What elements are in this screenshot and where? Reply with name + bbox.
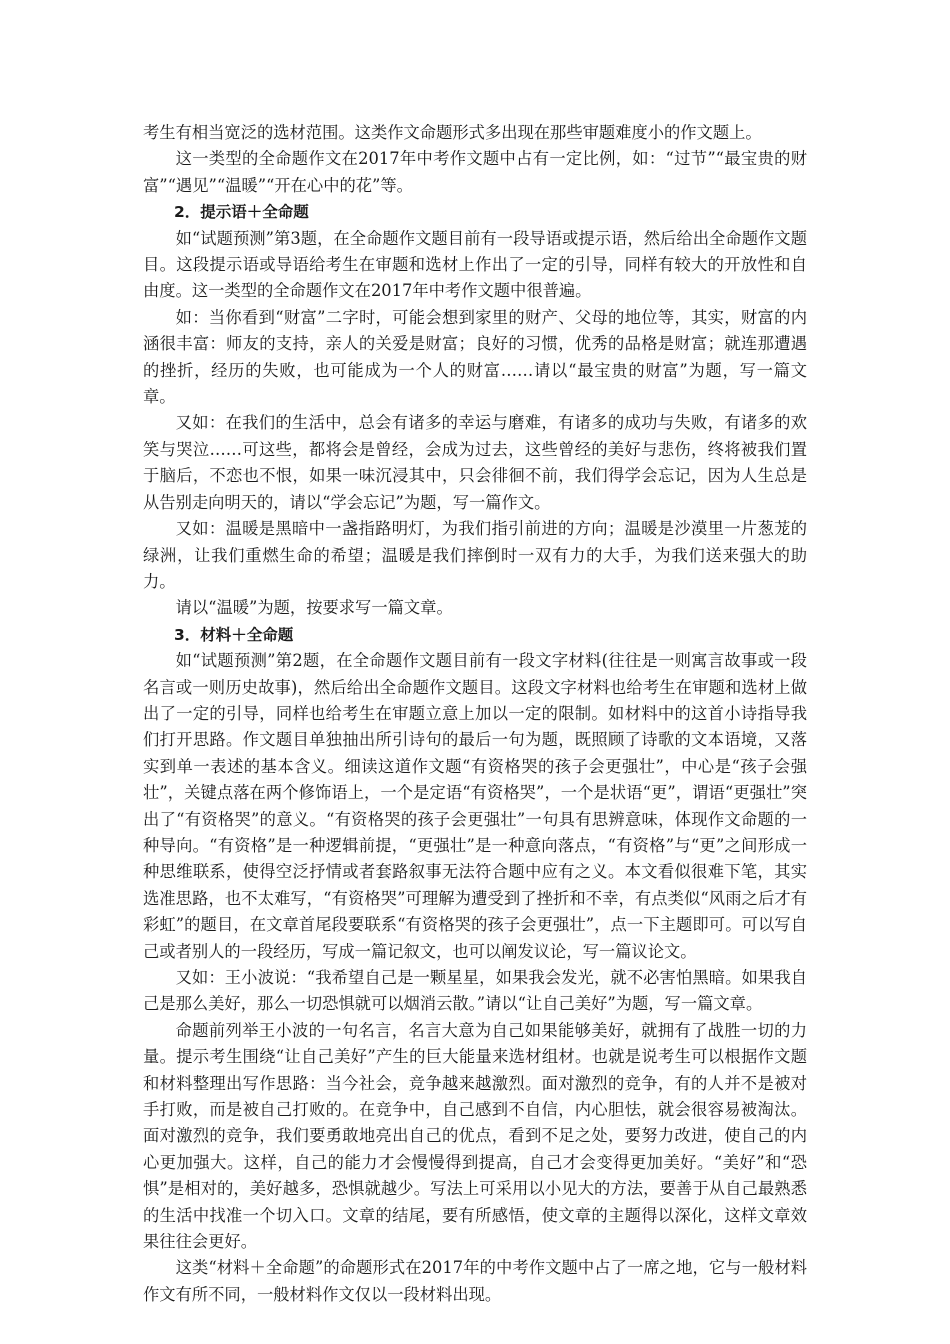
section-heading-material-title: 3．材料＋全命题 <box>174 625 294 644</box>
paragraph-warmth-instruction: 请以“温暖”为题，按要求写一篇文章。 <box>175 598 453 618</box>
paragraph-analysis: 命题前列举王小波的一句名言，名言大意为自己如果能够美好，就拥有了战胜一切的力量。提示考生围绕“让自己美好”产生的巨大能量来选材组材。也就是说考生可以根据作文题和材料整理出写作思路：当今社会，竞争越来越激烈。面对激烈的竞争，有的人并不是被对手打败，而是被自己打败的。在竞争中，自己感到不自信，内心胆怯，就会很容易被淘汰。面对激烈的竞争，我们要勇敢地亮出自己的优点，看到不足之处，要努力改进，使自己的内心更加强大。这样，自己的能力才会慢慢得到提高，自己才会变得更加美好。“美好”和“恐惧”是相对的，美好越多，恐惧就越少。写法上可采用以小见大的方法，要善于从自己最熟悉的生活中找准一个切入口。文章的结尾，要有所感悟，使文章的主题得以深化，这样文章效果往往会更好。 <box>143 1020 807 1252</box>
paragraph-example-forget: 又如：在我们的生活中，总会有诸多的幸运与磨难，有诸多的成功与失败，有诸多的欢笑与哭泣……可这些，都将会是曾经，会成为过去，这些曾经的美好与悲伤，终将被我们置于脑后，不恋也不恨，如果一味沉浸其中，只会徘徊不前，我们得学会忘记，因为人生总是从告别走向明天的，请以“学会忘记”为题，写一篇作文。 <box>143 413 807 512</box>
paragraph-example-wangxiaobo: 又如：王小波说：“我希望自己是一颗星星，如果我会发光，就不必害怕黑暗。如果我自己是那么美好，那么一切恐惧就可以烟消云散。”请以“让自己美好”为题，写一篇文章。 <box>143 968 807 1014</box>
document-body <box>143 120 807 1308</box>
paragraph-full-title-examples: 这一类型的全命题作文在2017年中考作文题中占有一定比例，如：“过节”“最宝贵的财富”“遇见”“温暖”“开在心中的花”等。 <box>143 149 807 195</box>
paragraph-example-warmth: 又如：温暖是黑暗中一盏指路明灯，为我们指引前进的方向；温暖是沙漠里一片葱茏的绿洲，让我们重燃生命的希望；温暖是我们摔倒时一双有力的大手，为我们送来强大的助力。 <box>143 519 807 591</box>
paragraph-prompt-intro: 如“试题预测”第3题，在全命题作文题目前有一段导语或提示语，然后给出全命题作文题目。这段提示语或导语给考生在审题和选材上作出了一定的引导，同样有较大的开放性和自由度。这一类型的全命题作文在2017年中考作文题中很普遍。 <box>143 228 807 301</box>
paragraph-continuation: 考生有相当宽泛的选材范围。这类作文命题形式多出现在那些审题难度小的作文题上。 <box>143 123 762 142</box>
section-heading-prompt-title: 2．提示语＋全命题 <box>174 203 309 222</box>
paragraph-material-intro: 如“试题预测”第2题，在全命题作文题目前有一段文字材料(往往是一则寓言故事或一段名言或一则历史故事)，然后给出全命题作文题目。这段文字材料也给考生在审题和选材上做出了一定的引导，同样也给考生在审题立意上加以一定的限制。如材料中的这首小诗指导我们打开思路。作文题目单独抽出所引诗句的最后一句为题，既照顾了诗歌的文本语境，又落实到单一表述的基本含义。细读这道作文题“有资格哭的孩子会更强壮”，中心是“孩子会强壮”，关键点落在两个修饰语上，一个是定语“有资格哭”，一个是状语“更”，谓语“更强壮”突出了“有资格哭”的意义。“有资格哭的孩子会更强壮”一句具有思辨意味，体现作文命题的一种导向。“有资格”是一种逻辑前提，“更强壮”是一种意向落点，“有资格”与“更”之间形成一种思维联系，使得空泛抒情或者套路叙事无法符合题中应有之义。本文看似很难下笔，其实选准思路，也不太难写，“有资格哭”可理解为遭受到了挫折和不幸，有点类似“风雨之后才有彩虹”的题目，在文章首尾段要联系“有资格哭的孩子会更强壮”，点一下主题即可。可以写自己或者别人的一段经历，写成一篇记叙文，也可以阐发议论，写一篇议论文。 <box>143 651 807 961</box>
paragraph-example-wealth: 如：当你看到“财富”二字时，可能会想到家里的财产、父母的地位等，其实，财富的内涵很丰富：师友的支持，亲人的关爱是财富；良好的习惯，优秀的品格是财富；就连那遭遇的挫折，经历的失败，也可能成为一个人的财富……请以“最宝贵的财富”为题，写一篇文章。 <box>143 307 807 407</box>
paragraph-conclusion: 这类“材料＋全命题”的命题形式在2017年的中考作文题中占了一席之地，它与一般材料作文有所不同，一般材料作文仅以一段材料出现。 <box>143 1258 807 1304</box>
